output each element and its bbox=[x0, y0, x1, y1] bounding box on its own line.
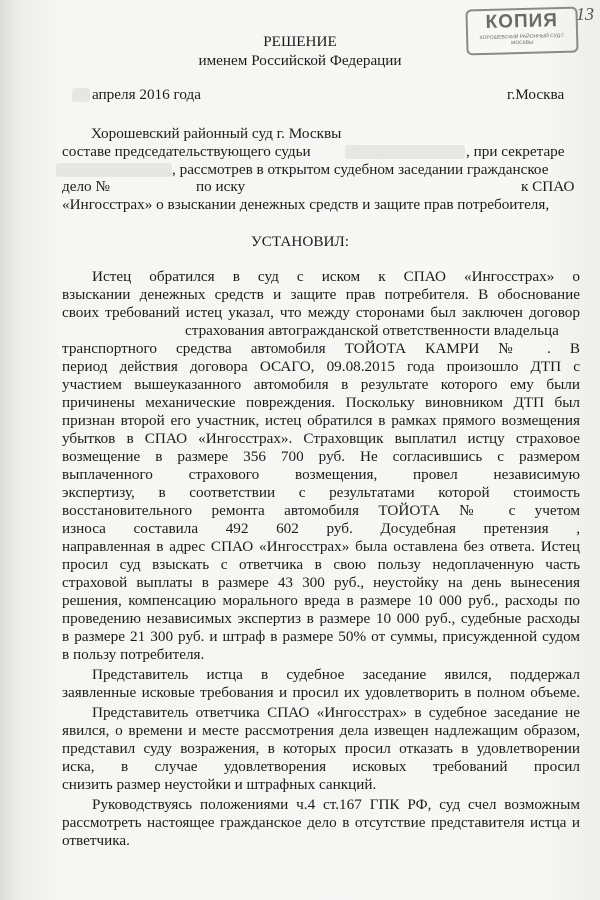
body-line: страхования автогражданской ответственности владельца bbox=[185, 322, 559, 339]
intro-line: дело № bbox=[62, 178, 110, 195]
body-line: выплаченного страхового возмещения, провел независимую bbox=[62, 466, 580, 483]
copy-stamp-court: ХОРОШЕВСКИЙ РАЙОННЫЙ СУД Г. МОСКВЫ bbox=[479, 32, 565, 47]
body-line: рассмотреть настоящее гражданское дело в отсутствие представителя истца и bbox=[62, 814, 580, 831]
body-line: период действия договора ОСАГО, 09.08.2015 года произошло ДТП с bbox=[62, 358, 580, 375]
body-line: решения, компенсацию морального вреда в размере 10 000 руб., расходы по bbox=[62, 592, 580, 609]
redaction bbox=[72, 88, 90, 102]
redaction bbox=[345, 145, 465, 159]
doc-subtitle: именем Российской Федерации bbox=[198, 52, 402, 69]
body-line: признан второй его участник, истец обратился в рамках прямого возмещения bbox=[62, 412, 580, 429]
body-line: снизить размер неустойки и штрафных санкций. bbox=[62, 776, 377, 793]
doc-date: апреля 2016 года bbox=[92, 86, 202, 103]
body-line: восстановительного ремонта автомобиля ТОЙОТА № с учетом bbox=[62, 502, 580, 519]
body-line: представил суду возражения, в которых просил отказать в удовлетворении bbox=[62, 740, 580, 757]
body-line: транспортного средства автомобиля ТОЙОТА КАМРИ № . В bbox=[62, 340, 580, 357]
section-title: УСТАНОВИЛ: bbox=[251, 233, 349, 250]
body-line: заявленные исковые требования и просил их удовлетворить в полном объеме. bbox=[62, 684, 580, 701]
body-line: своих требований истец указал, что между сторонами был заключен договор bbox=[62, 304, 580, 321]
copy-stamp-label: КОПИЯ bbox=[485, 10, 559, 33]
body-line: Истец обратился в суд с иском к СПАО «Ингосстрах» о bbox=[92, 268, 580, 285]
intro-line: «Ингосстрах» о взыскании денежных средств и защите прав потребоителя, bbox=[62, 196, 550, 213]
body-line: износа составила 492 602 руб. Досудебная претензия , bbox=[62, 520, 580, 537]
body-line: страховой выплаты в размере 43 300 руб., неустойку на день вынесения bbox=[62, 574, 580, 591]
body-line: направленная в адрес СПАО «Ингосстрах» была оставлена без ответа. Истец bbox=[62, 538, 580, 555]
body-line: причинены механические повреждения. Поскольку виновником ДТП был bbox=[62, 394, 580, 411]
doc-title: РЕШЕНИЕ bbox=[263, 33, 337, 50]
body-line: участием вышеуказанного автомобиля в результате которого ему были bbox=[62, 376, 580, 393]
doc-city: г.Москва bbox=[507, 86, 565, 103]
body-line: проведению независимых экспертиз в размере 10 000 руб., судебные расходы bbox=[62, 610, 580, 627]
body-line: ответчика. bbox=[62, 832, 130, 849]
body-line: убытков в СПАО «Ингосстрах». Страховщик выплатил истцу страховое bbox=[62, 430, 580, 447]
intro-line: , рассмотрев в открытом судебном заседании гражданское bbox=[172, 161, 549, 178]
page-mark: 13 bbox=[576, 4, 594, 24]
intro-line: к СПАО bbox=[521, 178, 575, 195]
redaction bbox=[56, 163, 172, 177]
body-line: взыскании денежных средств и защите прав потребителя. В обоснование bbox=[62, 286, 580, 303]
intro-line: , при секретаре bbox=[466, 143, 565, 160]
body-line: Руководствуясь положениями ч.4 ст.167 ГПК РФ, суд счел возможным bbox=[92, 796, 580, 813]
body-line: в пользу потребителя. bbox=[62, 646, 205, 663]
body-line: экспертизу, в соответствии с результатами которой стоимость bbox=[62, 484, 580, 501]
body-line: явился, о времени и месте рассмотрения дела извещен надлежащим образом, bbox=[62, 722, 580, 739]
intro-line: Хорошевский районный суд г. Москвы bbox=[91, 125, 342, 142]
intro-line: по иску bbox=[196, 178, 246, 195]
body-line: Представитель истца в судебное заседание явился, поддержал bbox=[92, 666, 580, 683]
body-line: возмещение в размере 356 700 руб. Не согласившись с размером bbox=[62, 448, 580, 465]
body-line: иска, в случае удовлетворения исковых требований просил bbox=[62, 758, 580, 775]
body-line: Представитель ответчика СПАО «Ингосстрах» в судебное заседание не bbox=[92, 704, 580, 721]
intro-line: составе председательствующего судьи bbox=[62, 143, 311, 160]
body-line: в размере 21 300 руб. и штраф в размере 50% от суммы, присужденной судом bbox=[62, 628, 580, 645]
body-line: просил суд взыскать с ответчика в свою пользу недоплаченную часть bbox=[62, 556, 580, 573]
